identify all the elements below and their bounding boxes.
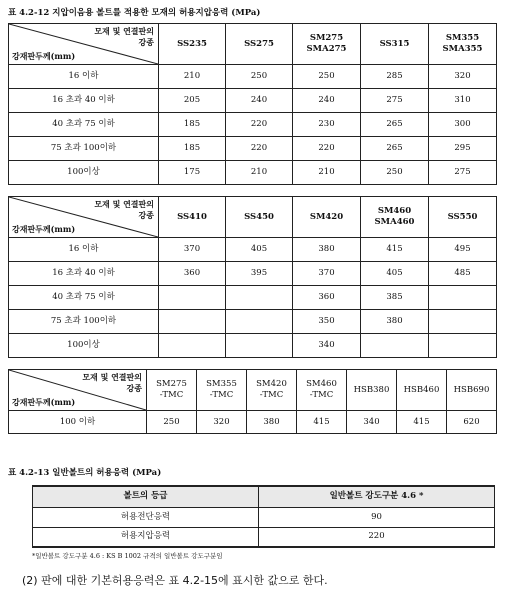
table1-corner-cell	[9, 24, 159, 65]
table4-title: 표 4.2-13 일반볼트의 허용응력 (MPa)	[8, 468, 162, 478]
table4-header-left: 볼트의 등급	[33, 486, 259, 507]
table-cell: 220	[226, 113, 293, 137]
table2-header-cell: SS410	[159, 197, 226, 238]
table3-header-cell: SM460 -TMC	[297, 370, 347, 411]
table-cell: 285	[361, 65, 429, 89]
table3-header-cell: SM420 -TMC	[247, 370, 297, 411]
table-row	[9, 286, 497, 310]
table-row	[9, 238, 497, 262]
table-cell: 90	[259, 507, 495, 527]
table-cell: 250	[147, 411, 197, 434]
row-label: 16 이하	[9, 65, 159, 89]
table-cell: 275	[429, 161, 497, 185]
table-cell: 250	[226, 65, 293, 89]
table-cell: 210	[226, 161, 293, 185]
row-label: 허용지압응력	[33, 527, 259, 547]
table1-header-cell: SS275	[226, 24, 293, 65]
table4-footnote: *일반볼트 강도구분 4.6 : KS B 1002 규격의 일반볼트 강도구분임	[32, 552, 223, 560]
table-row	[9, 411, 497, 434]
table-cell: 350	[293, 310, 361, 334]
table-cell: 415	[361, 238, 429, 262]
table2-header-cell: SS450	[226, 197, 293, 238]
table-cell: 300	[429, 113, 497, 137]
table3-header-cell: HSB690	[447, 370, 497, 411]
table3-corner-top: 모재 및 연결판의 강종	[82, 372, 142, 393]
table-cell: 210	[293, 161, 361, 185]
table2-header-row	[9, 197, 497, 238]
table3-corner-bottom: 강재판두께(mm)	[12, 397, 76, 407]
table-cell: 275	[361, 89, 429, 113]
row-label: 75 초과 100이하	[9, 137, 159, 161]
table-cell: 385	[361, 286, 429, 310]
table-cell: 220	[293, 137, 361, 161]
row-label: 허용전단응력	[33, 507, 259, 527]
table-row	[9, 137, 497, 161]
table-row	[9, 65, 497, 89]
table2-header-cell: SM460 SMA460	[361, 197, 429, 238]
table-cell: 405	[226, 238, 293, 262]
row-label: 40 초과 75 이하	[9, 286, 159, 310]
table1-header-cell: SM355 SMA355	[429, 24, 497, 65]
row-label: 16 초과 40 이하	[9, 89, 159, 113]
table-cell	[159, 310, 226, 334]
table-row	[9, 262, 497, 286]
table-cell: 415	[397, 411, 447, 434]
table-cell	[159, 286, 226, 310]
table-cell: 240	[226, 89, 293, 113]
table-cell: 405	[361, 262, 429, 286]
table-cell	[226, 286, 293, 310]
table3-header-cell: HSB380	[347, 370, 397, 411]
table-cell: 340	[347, 411, 397, 434]
table-cell: 205	[159, 89, 226, 113]
table1-header-cell: SS235	[159, 24, 226, 65]
table-cell: 265	[361, 113, 429, 137]
table-cell: 310	[429, 89, 497, 113]
table2-header-cell: SS550	[429, 197, 497, 238]
table-cell: 185	[159, 137, 226, 161]
body-paragraph: (2) 판에 대한 기본허용응력은 표 4.2-15에 표시한 값으로 한다.	[22, 574, 328, 587]
table-cell: 220	[259, 527, 495, 547]
table-row	[9, 334, 497, 358]
table3-header-cell: SM275 -TMC	[147, 370, 197, 411]
table-cell: 395	[226, 262, 293, 286]
row-label: 100이상	[9, 161, 159, 185]
table1-corner-top: 모재 및 연결판의 강종	[94, 26, 154, 47]
table-cell	[226, 310, 293, 334]
table-cell: 360	[293, 286, 361, 310]
table1-corner-bottom: 강재판두께(mm)	[12, 51, 76, 61]
table-cell: 360	[159, 262, 226, 286]
table-row	[9, 89, 497, 113]
table-row	[33, 527, 495, 547]
table2	[8, 196, 497, 358]
table-cell: 175	[159, 161, 226, 185]
table-cell: 265	[361, 137, 429, 161]
table1-header-cell: SM275 SMA275	[293, 24, 361, 65]
table-cell: 210	[159, 65, 226, 89]
table-cell: 185	[159, 113, 226, 137]
table2-corner-cell	[9, 197, 159, 238]
table-row	[9, 310, 497, 334]
table2-corner-bottom: 강재판두께(mm)	[12, 224, 76, 234]
table1-header-row	[9, 24, 497, 65]
table4-header-row	[33, 486, 495, 507]
table-row	[9, 161, 497, 185]
table-cell: 320	[197, 411, 247, 434]
row-label: 75 초과 100이하	[9, 310, 159, 334]
row-label: 16 이하	[9, 238, 159, 262]
table-cell: 370	[293, 262, 361, 286]
table-cell	[429, 310, 497, 334]
table-cell	[226, 334, 293, 358]
row-label: 100이상	[9, 334, 159, 358]
table2-corner-top: 모재 및 연결판의 강종	[94, 199, 154, 220]
row-label: 100 이하	[9, 411, 147, 434]
table3-header-cell: SM355 -TMC	[197, 370, 247, 411]
table-cell: 485	[429, 262, 497, 286]
table1-title: 표 4.2-12 지압이음용 볼트를 적용한 모재의 허용지압응력 (MPa)	[8, 8, 261, 18]
table-cell: 380	[247, 411, 297, 434]
table-row	[33, 507, 495, 527]
table-cell: 295	[429, 137, 497, 161]
table-cell: 370	[159, 238, 226, 262]
table-cell	[429, 286, 497, 310]
table-cell: 495	[429, 238, 497, 262]
table3-corner-cell	[9, 370, 147, 411]
table-cell: 320	[429, 65, 497, 89]
table-cell	[429, 334, 497, 358]
table-row	[9, 113, 497, 137]
row-label: 40 초과 75 이하	[9, 113, 159, 137]
table3-header-row	[9, 370, 497, 411]
table-cell: 415	[297, 411, 347, 434]
row-label: 16 초과 40 이하	[9, 262, 159, 286]
table3	[8, 369, 497, 434]
table-cell: 380	[361, 310, 429, 334]
table4	[32, 485, 495, 548]
table4-header-right: 일반볼트 강도구분 4.6 *	[259, 486, 495, 507]
table3-header-cell: HSB460	[397, 370, 447, 411]
table-cell: 250	[361, 161, 429, 185]
table1	[8, 23, 497, 185]
table-cell: 230	[293, 113, 361, 137]
table-cell	[159, 334, 226, 358]
table-cell: 220	[226, 137, 293, 161]
table1-header-cell: SS315	[361, 24, 429, 65]
table-cell: 620	[447, 411, 497, 434]
table-cell	[361, 334, 429, 358]
table-cell: 340	[293, 334, 361, 358]
table-cell: 380	[293, 238, 361, 262]
table2-header-cell: SM420	[293, 197, 361, 238]
table-cell: 250	[293, 65, 361, 89]
table-cell: 240	[293, 89, 361, 113]
